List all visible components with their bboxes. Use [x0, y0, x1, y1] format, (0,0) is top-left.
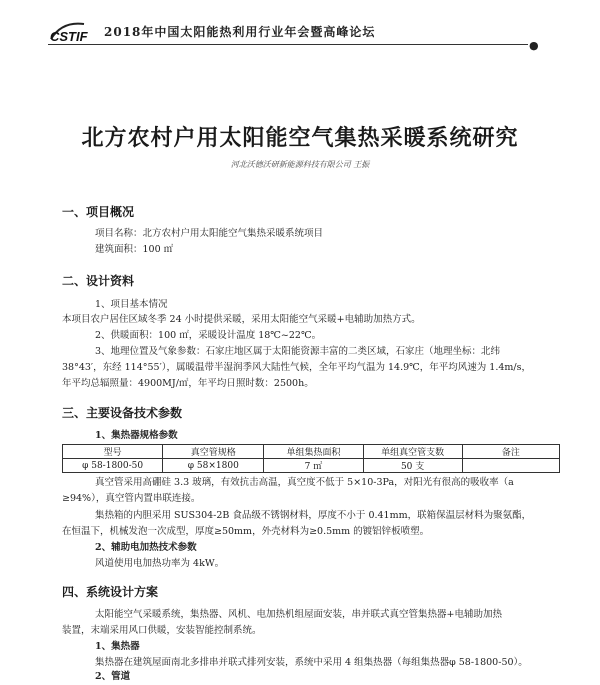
collector-subheading: 1、集热器: [95, 641, 140, 652]
table-row: [63, 459, 560, 473]
collector-spec-title: 1、集热器规格参数: [95, 430, 178, 441]
table-cell: 7 ㎡: [264, 459, 363, 473]
conference-title: 2018年中国太阳能热利用行业年会暨高峰论坛: [104, 25, 376, 39]
building-area-line: 建筑面积：100 ㎡: [95, 244, 174, 255]
electric-heating-text: 风道使用电加热功率为 4kW。: [95, 558, 225, 569]
pipeline-subheading: 2、管道: [95, 671, 131, 682]
table-header-cell: 单组真空管支数: [363, 445, 462, 459]
table-cell: φ 58-1800-50: [63, 459, 163, 473]
system-design-line-1: 太阳能空气采暖系统，集热器、风机、电加热机组屋面安装，串并联式真空管集热器+电辅助加热: [95, 609, 502, 620]
location-line-2: 38°43′，东经 114°55′），属暖温带半湿润季风大陆性气候，全年平均气温为 14.9℃，年平均风速为 1.4m/s，: [62, 362, 531, 373]
cstif-logo: [48, 19, 100, 45]
section-4-heading: 四、系统设计方案: [62, 585, 159, 599]
project-name-line: 项目名称：北方农村户用太阳能空气集热采暖系统项目: [95, 228, 324, 239]
basic-info-title: 1、项目基本情况: [95, 299, 168, 310]
collector-install-text: 集热器在建筑屋面南北多排串并联式排列安装，系统中采用 4 组集热器（每组集热器φ 58-1800-50）。: [95, 657, 528, 668]
collector-spec-table: [62, 444, 560, 473]
paper-title: 北方农村户用太阳能空气集热采暖系统研究: [81, 125, 519, 151]
section-3-heading: 三、主要设备技术参数: [62, 406, 183, 420]
table-header-cell: 型号: [63, 445, 163, 459]
table-header-row: [63, 445, 560, 459]
table-cell: 50 支: [363, 459, 462, 473]
table-header-cell: 备注: [462, 445, 559, 459]
header-rule: [48, 44, 528, 45]
table-cell: φ 58×1800: [163, 459, 264, 473]
table-header-cell: 真空管规格: [163, 445, 264, 459]
location-line-3: 年平均总辐照量：4900MJ/㎡，年平均日照时数：2500h。: [62, 378, 314, 389]
basic-info-text: 本项目农户居住区域冬季 24 小时提供采暖，采用太阳能空气采暖+电辅助加热方式。: [62, 314, 421, 325]
header-rule-end-mark: ●: [529, 39, 539, 52]
header-box-para-line-2: 在恒温下，机械发泡一次成型，厚度≥50mm，外壳材料为≥0.5mm 的镀铝锌板喷塑。: [62, 526, 430, 537]
location-line-1: 3、地理位置及气象参数：石家庄地区属于太阳能资源丰富的二类区域，石家庄（地理坐标：北纬: [95, 346, 501, 357]
system-design-line-2: 装置，末端采用风口供暖，安装智能控制系统。: [62, 625, 262, 636]
table-cell: [462, 459, 559, 473]
vacuum-tube-para-line-2: ≥94%），真空管内置串联连接。: [62, 493, 201, 504]
paper-authors: 河北沃德沃研新能源科技有限公司 王振: [230, 160, 370, 169]
header-box-para-line-1: 集热箱的内胆采用 SUS304-2B 食品级不锈钢材料，厚度不小于 0.41mm，联箱保温层材料为聚氨酯，: [95, 510, 532, 521]
heating-area-line: 2、供暖面积：100 ㎡，采暖设计温度 18℃~22℃。: [95, 330, 322, 341]
electric-heating-title: 2、辅助电加热技术参数: [95, 542, 197, 553]
section-1-heading: 一、项目概况: [62, 205, 135, 219]
table-header-cell: 单组集热面积: [264, 445, 363, 459]
section-2-heading: 二、设计资料: [62, 274, 135, 288]
vacuum-tube-para-line-1: 真空管采用高硼硅 3.3 玻璃，有效抗击高温，真空度不低于 5×10-3Pa，对阳光有很高的吸收率（a: [95, 477, 514, 488]
logo-text: CSTIF: [50, 29, 88, 44]
